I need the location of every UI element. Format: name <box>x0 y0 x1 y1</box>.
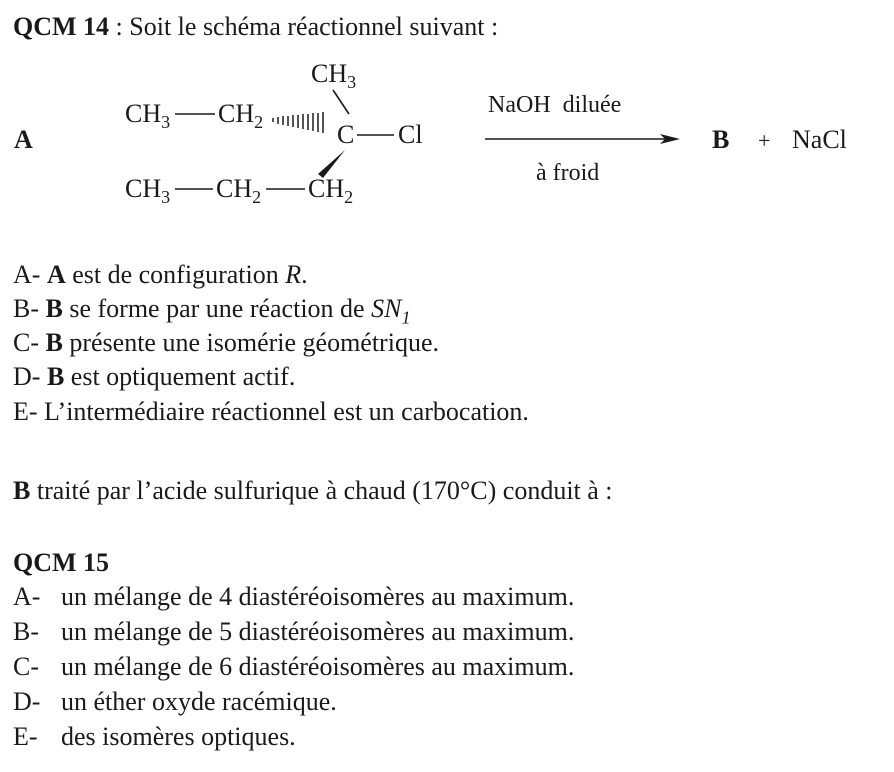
option-text: un mélange de 4 diastéréoisomères au maximum. <box>61 582 575 611</box>
option-prefix: A- <box>13 260 47 289</box>
option-prefix: C- <box>13 328 46 357</box>
ethyl-ch3: $CH_3$ <box>125 99 171 132</box>
qcm14-option-c <box>13 328 439 358</box>
propyl-ch2-a: $CH_2$ <box>216 174 262 207</box>
qcm15-option-b <box>13 617 574 647</box>
option-text: L’intermédiaire réactionnel est un carbocation. <box>44 397 529 426</box>
option-prefix: B- <box>13 294 46 323</box>
propyl-ch3: $CH_3$ <box>125 174 171 207</box>
statement-text: traité par l’acide sulfurique à chaud (170°C) conduit à : <box>30 476 613 505</box>
option-text: est de configuration <box>65 260 286 289</box>
compound-ref: B <box>45 328 63 357</box>
option-tail: . <box>301 260 308 289</box>
qcm15-title: QCM 15 <box>13 548 110 577</box>
option-text: un mélange de 5 diastéréoisomères au maximum. <box>61 617 575 646</box>
qcm14-option-b <box>13 294 411 328</box>
option-prefix: C- <box>13 652 39 681</box>
statement <box>13 476 613 506</box>
qcm14-title <box>13 12 498 42</box>
plus-sign: + <box>758 128 771 153</box>
compound-ref: B <box>46 362 65 391</box>
hashed-wedge-bond <box>273 112 323 133</box>
option-prefix: E- <box>13 397 45 426</box>
qcm15-option-d <box>13 687 337 717</box>
option-text: présente une isomérie géométrique. <box>62 328 439 357</box>
option-prefix: A- <box>13 582 41 611</box>
reaction-scheme <box>0 50 894 220</box>
qcm14-option-d <box>13 362 295 392</box>
ethyl-ch2: $CH_2$ <box>218 99 264 132</box>
chlorine-atom: Cl <box>398 120 423 149</box>
qcm14-number: QCM 14 <box>13 12 110 41</box>
configuration-symbol: R <box>285 260 302 289</box>
option-text: un mélange de 6 diastéréoisomères au maximum. <box>61 652 575 681</box>
option-text: se forme par une réaction de <box>62 294 372 323</box>
qcm14-option-a <box>13 260 308 290</box>
option-prefix: E- <box>13 722 38 751</box>
option-text: des isomères optiques. <box>61 722 296 751</box>
option-prefix: B- <box>13 617 39 646</box>
qcm15-option-a <box>13 582 574 612</box>
byproduct-nacl: NaCl <box>792 125 847 154</box>
compound-ref: A <box>46 260 66 289</box>
option-prefix: D- <box>13 362 47 391</box>
stereocenter-carbon: C <box>337 120 355 149</box>
bond-methyl <box>333 90 349 114</box>
compound-ref: B <box>45 294 63 323</box>
option-text: est optiquement actif. <box>64 362 296 391</box>
mechanism-symbol: $SN_1$ <box>371 294 411 328</box>
qcm14-intro: : Soit le schéma réactionnel suivant : <box>109 12 499 41</box>
propyl-ch2-b: $CH_2$ <box>308 174 354 207</box>
qcm15-option-c <box>13 652 574 682</box>
methyl-group: $CH_3$ <box>311 59 357 92</box>
qcm15-option-e <box>13 722 296 752</box>
compound-ref: B <box>13 476 31 505</box>
reagent-bottom: à froid <box>536 160 600 186</box>
option-text: un éther oxyde racémique. <box>61 687 337 716</box>
reagent-top: NaOH diluée <box>488 92 622 118</box>
option-prefix: D- <box>13 687 41 716</box>
qcm14-option-e <box>13 397 529 427</box>
product-label: B <box>712 125 730 154</box>
reactant-label: A <box>14 125 33 154</box>
